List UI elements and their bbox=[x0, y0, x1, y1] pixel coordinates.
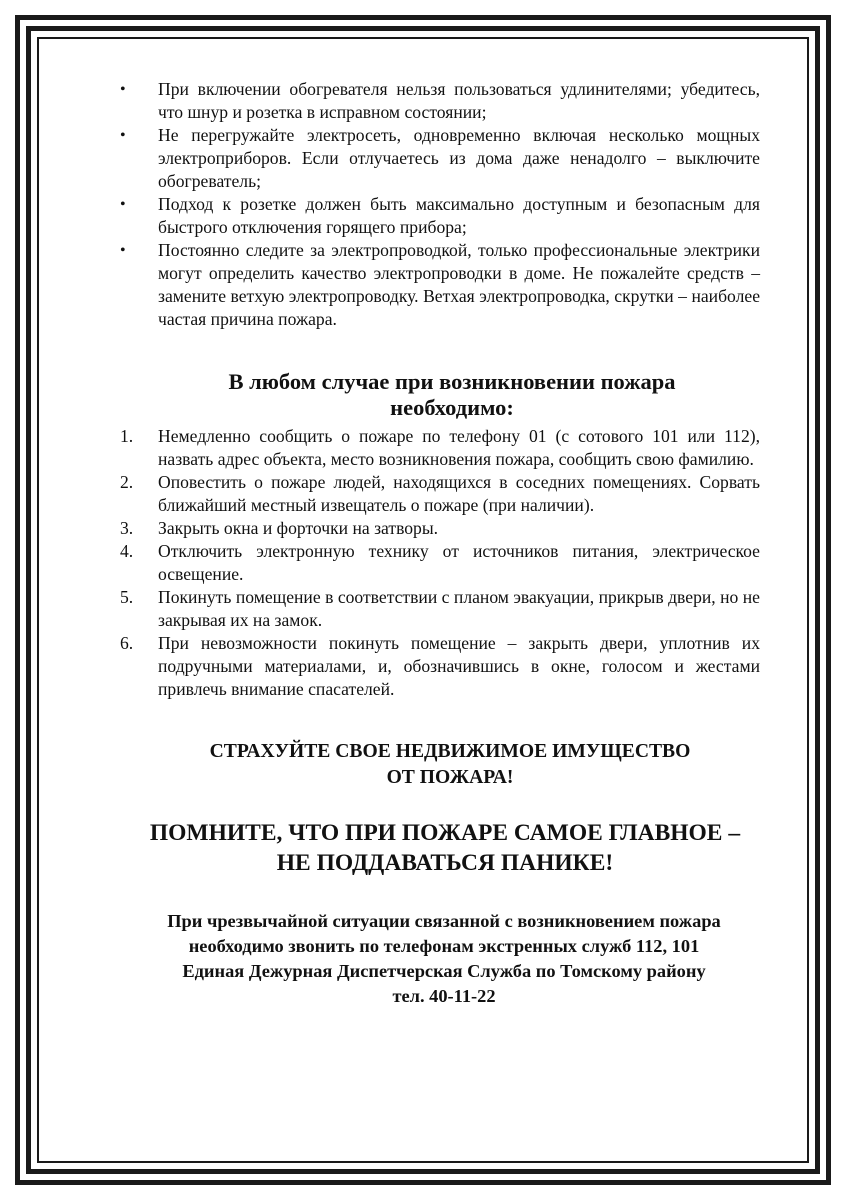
bullet-icon: • bbox=[120, 196, 126, 213]
step-text: Отключить электронную технику от источников питания, электрическое освещение. bbox=[158, 541, 760, 584]
bullet-icon: • bbox=[120, 242, 126, 259]
step-text: Немедленно сообщить о пожаре по телефону 01 (с сотового 101 или 112), назвать адрес объекта, место возникновения пожара, сообщить свою фамилию. bbox=[158, 426, 760, 469]
safety-bullet-list bbox=[120, 78, 760, 331]
remember-notice bbox=[120, 818, 760, 878]
step-number: 2. bbox=[120, 472, 134, 492]
insure-line-2: ОТ ПОЖАРА! bbox=[386, 767, 514, 788]
step-text: Оповестить о пожаре людей, находящихся в соседних помещениях. Сорвать ближайший местный извещатель о пожаре (при наличии). bbox=[158, 472, 760, 515]
bullet-text: Подход к розетке должен быть максимально доступным и безопасным для быстрого отключения горящего прибора; bbox=[158, 194, 760, 237]
emergency-phone: тел. 40-11-22 bbox=[392, 986, 496, 1006]
step-text: Покинуть помещение в соответствии с планом эвакуации, прикрыв двери, но не закрывая их на замок. bbox=[158, 587, 760, 630]
list-item bbox=[120, 517, 760, 540]
bullet-icon: • bbox=[120, 81, 126, 98]
list-item bbox=[120, 78, 760, 124]
list-item bbox=[120, 425, 760, 471]
bullet-icon: • bbox=[120, 127, 126, 144]
fire-steps-list bbox=[120, 425, 760, 701]
insure-line-1: СТРАХУЙТЕ СВОЕ НЕДВИЖИМОЕ ИМУЩЕСТВО bbox=[209, 741, 691, 762]
step-number: 6. bbox=[120, 633, 134, 653]
remember-line-2: НЕ ПОДДАВАТЬСЯ ПАНИКЕ! bbox=[276, 850, 614, 876]
list-item bbox=[120, 586, 760, 632]
bullet-text: При включении обогревателя нельзя пользоваться удлинителями; убедитесь, что шнур и розетка в исправном состоянии; bbox=[158, 79, 760, 122]
step-number: 5. bbox=[120, 587, 134, 607]
emergency-line-3: Единая Дежурная Диспетчерская Служба по Томскому району bbox=[182, 961, 706, 981]
emergency-line-1: При чрезвычайной ситуации связанной с возникновением пожара bbox=[167, 911, 721, 931]
list-item bbox=[120, 193, 760, 239]
remember-line-1: ПОМНИТЕ, ЧТО ПРИ ПОЖАРЕ САМОЕ ГЛАВНОЕ – bbox=[149, 820, 741, 846]
section-heading-line-1: В любом случае при возникновении пожара bbox=[228, 369, 676, 394]
step-number: 1. bbox=[120, 426, 134, 446]
emergency-line-2: необходимо звонить по телефонам экстренных служб 112, 101 bbox=[188, 936, 700, 956]
section-heading-line-2: необходимо: bbox=[390, 395, 514, 420]
bullet-text: Постоянно следите за электропроводкой, только профессиональные электрики могут определить качество электропроводки в доме. Не пожалейте средств – замените ветхую электропроводку. Ветхая электропроводка, скрутки – наиболее частая причина пожара. bbox=[158, 240, 760, 329]
list-item bbox=[120, 471, 760, 517]
step-text: Закрыть окна и форточки на затворы. bbox=[158, 518, 439, 538]
list-item bbox=[120, 239, 760, 331]
list-item bbox=[120, 124, 760, 193]
insure-property-notice bbox=[120, 739, 760, 791]
step-text: При невозможности покинуть помещение – закрыть двери, уплотнив их подручными материалами, и, обозначившись в окне, голосом и жестами привлечь внимание спасателей. bbox=[158, 633, 760, 699]
section-heading bbox=[120, 369, 760, 421]
step-number: 4. bbox=[120, 541, 134, 561]
step-number: 3. bbox=[120, 518, 134, 538]
leaflet-content bbox=[120, 78, 760, 1009]
bullet-text: Не перегружайте электросеть, одновременно включая несколько мощных электроприборов. Если отлучаетесь из дома даже ненадолго – выключите обогреватель; bbox=[158, 125, 760, 191]
list-item bbox=[120, 540, 760, 586]
emergency-contacts bbox=[120, 909, 760, 1009]
list-item bbox=[120, 632, 760, 701]
